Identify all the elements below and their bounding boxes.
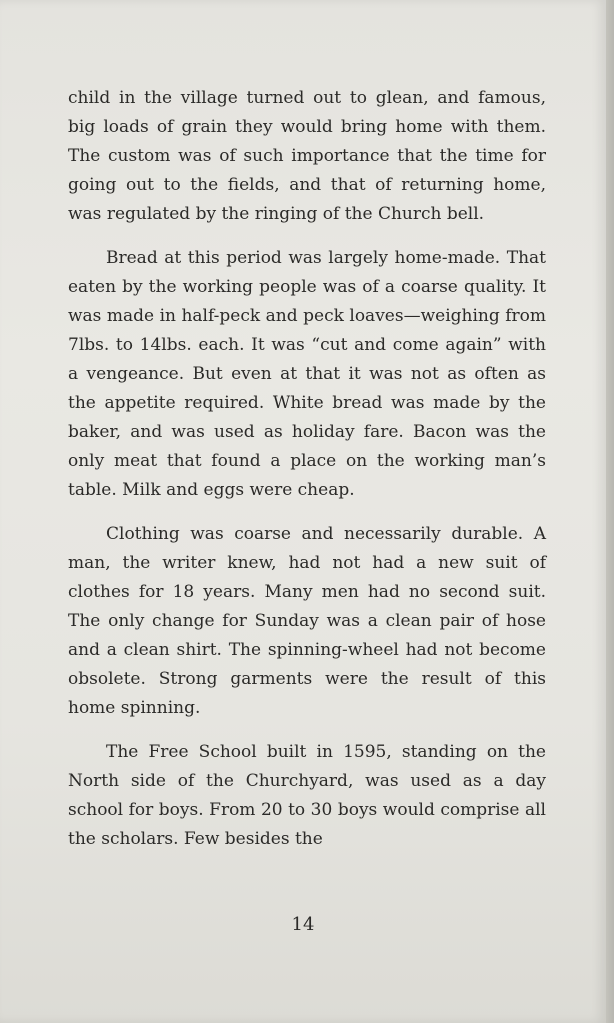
paragraph-clothing: Clothing was coarse and necessarily durable. A man, the writer knew, had not had a new suit of clothes for 18 years. Many men had no second suit. The only change for Sunday was a clean pair of hose and a clean shirt. The spinning-wheel had not become obsolete. Strong garments were the result of this home spinning. (68, 524, 546, 718)
paragraph-gleaning: child in the village turned out to glean, and famous, big loads of grain they would bring home with them. The custom was of such importance that the time for going out to the fields, and that of returning home, was regulated by the ringing of the Church bell. (68, 88, 546, 224)
page-number: 14 (291, 914, 315, 935)
paragraph-bread: Bread at this period was largely home-made. That eaten by the working people was of a coarse quality. It was made in half-peck and peck loaves—weighing from 7lbs. to 14lbs. each. It was “cut and come again” with a vengeance. But even at that it was not as often as the appetite required. White bread was made by the baker, and was used as holiday fare. Bacon was the only meat that found a place on the working man’s table. Milk and eggs were cheap. (68, 248, 546, 500)
paragraph-free-school: The Free School built in 1595, standing on the North side of the Churchyard, was used as a day school for boys. From 20 to 30 boys would comprise all the scholars. Few besides the (68, 742, 546, 849)
body-text (68, 84, 546, 869)
page-edge (606, 0, 614, 1023)
